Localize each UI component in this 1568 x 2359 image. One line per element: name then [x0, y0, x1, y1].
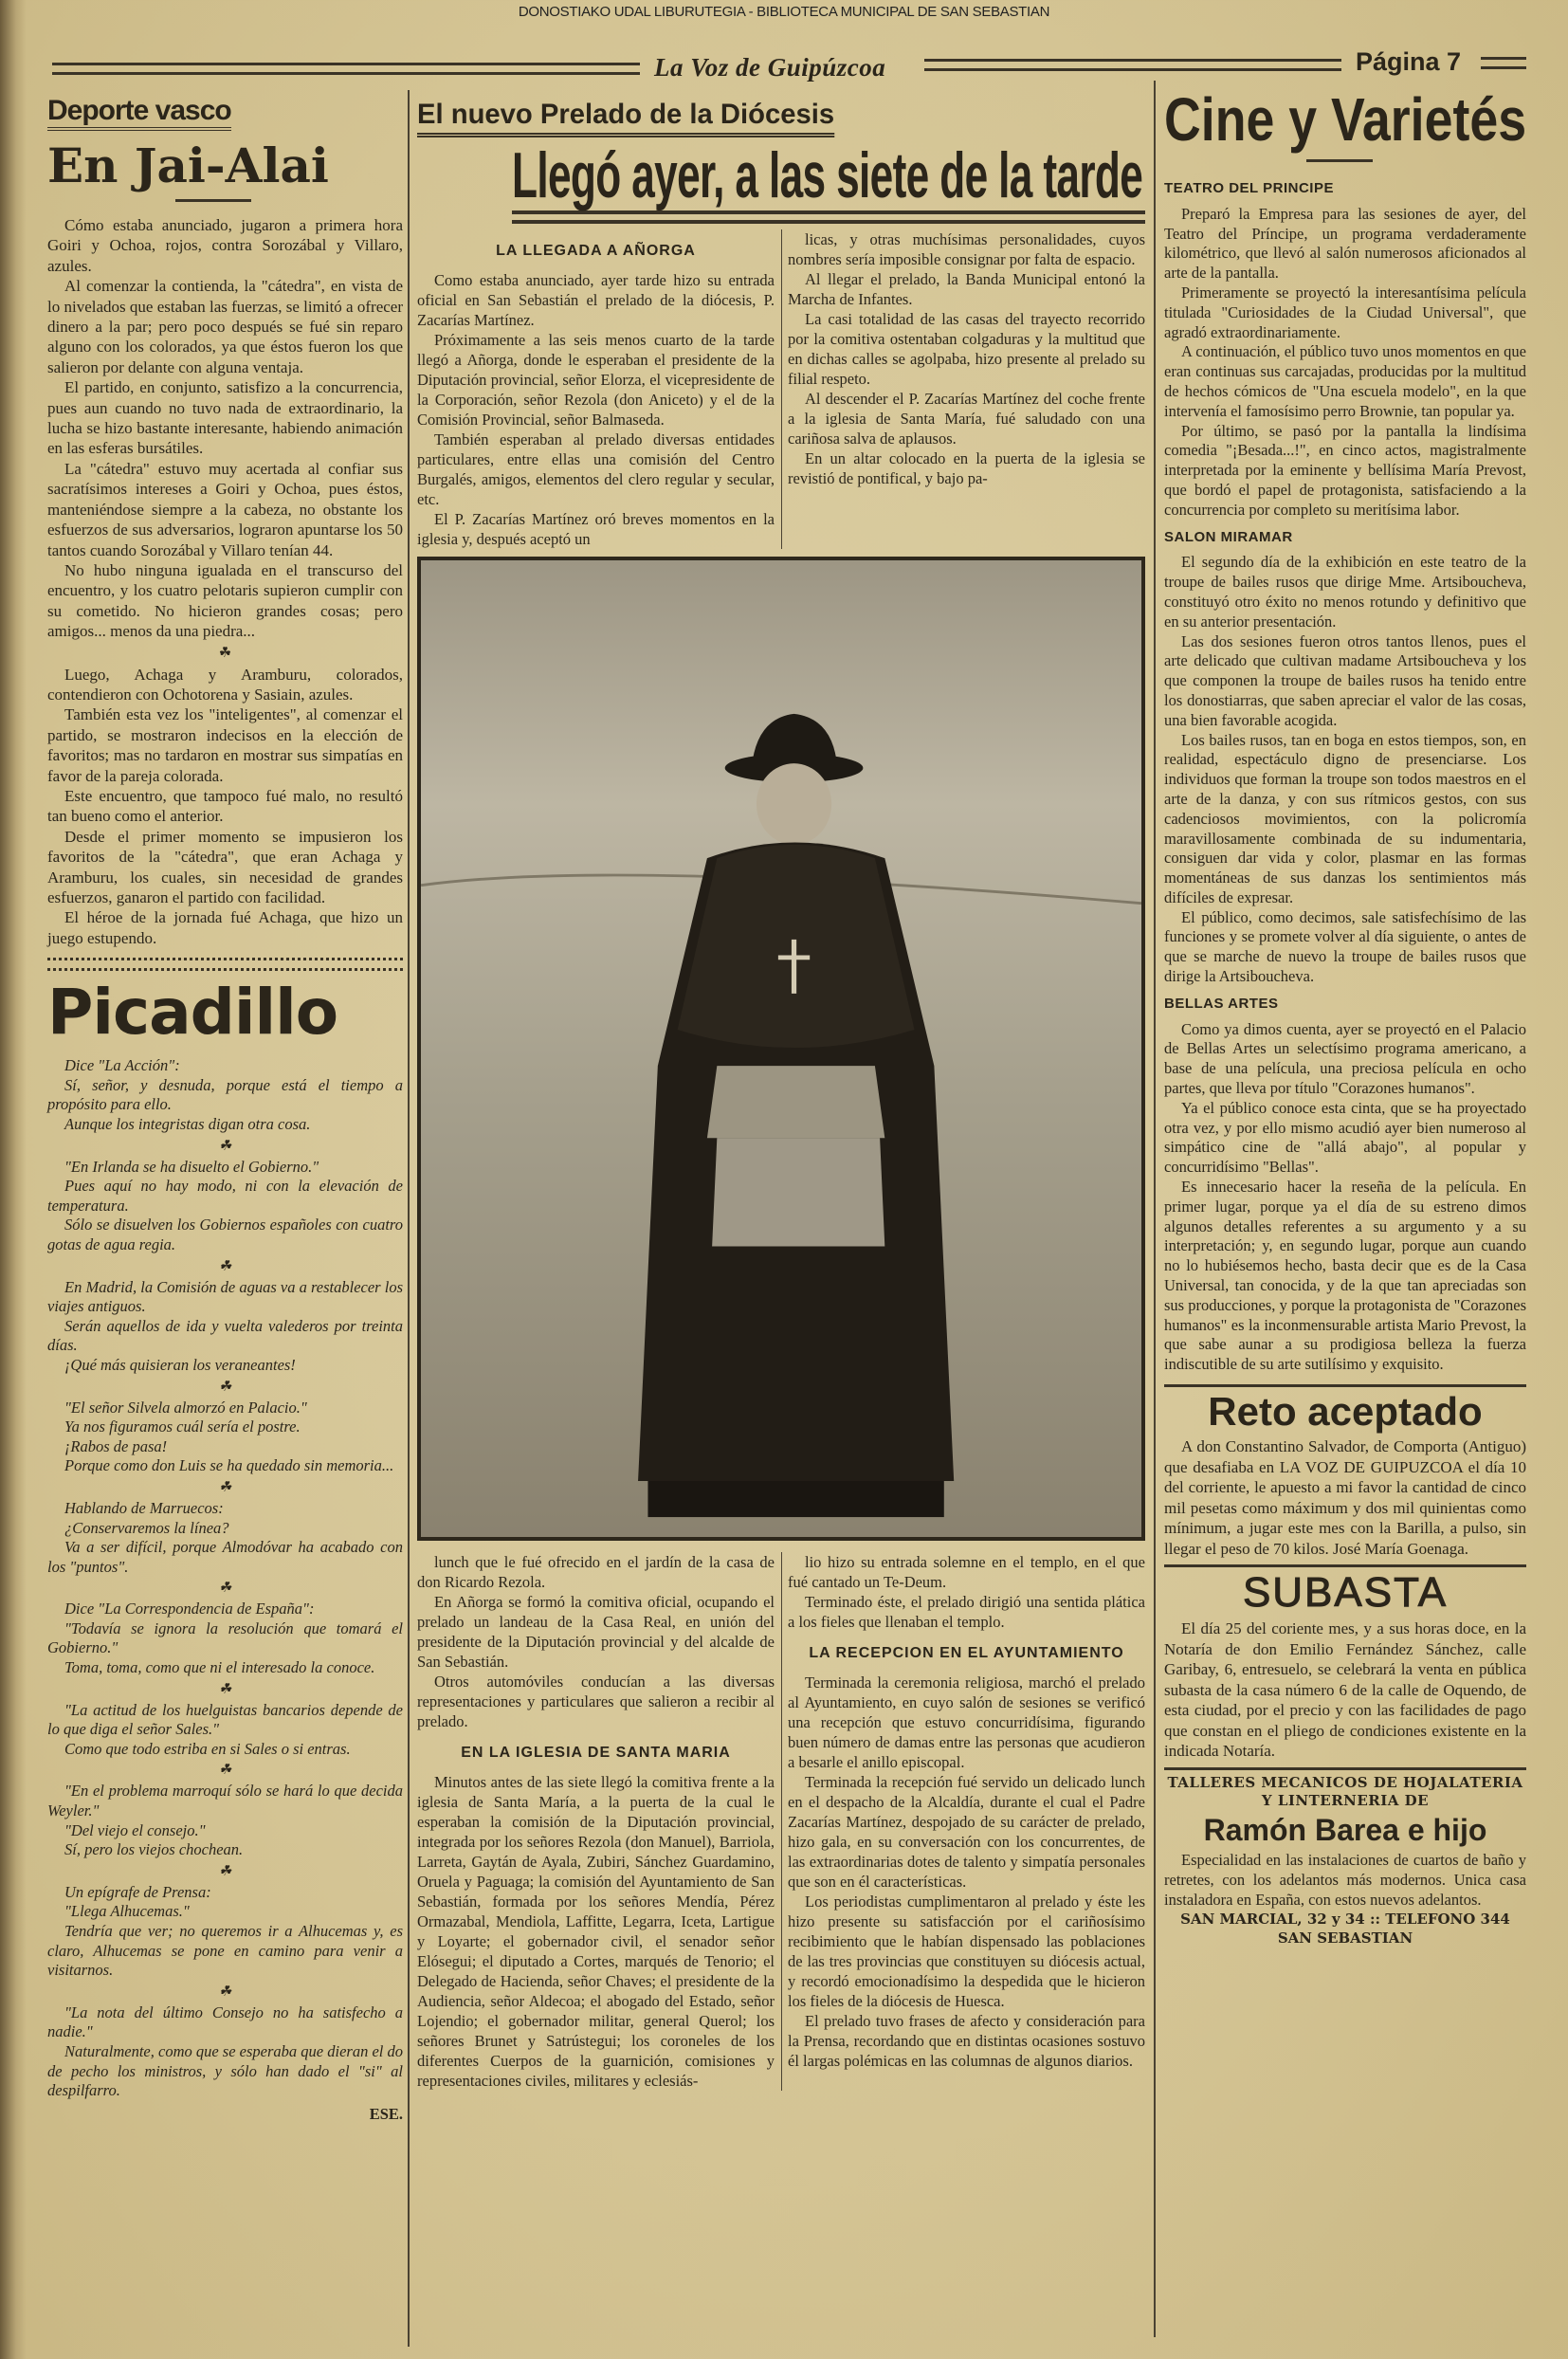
picadillo-body [47, 1056, 403, 2124]
paragraph: lio hizo su entrada solemne en el templo, en el que fué cantado un Te-Deum. [788, 1553, 1145, 1591]
paragraph: Los bailes rusos, tan en boga en estos tiempos, son, en realidad, espectáculo digno de presenciarse. Los individuos que forman la troupe son todos maestros en el arte de la danza, y con sus rítmicos gestos, con sus cadenciosos movimientos, con la policromía maravillosamente combinada de su indumentaria, consiguen dar vida y color, plasmar en las formas momentáneas de sus danzas los sentimientos más difíciles de expresar. [1164, 730, 1526, 906]
ornament-icon: ☘ [218, 1581, 232, 1597]
column-divider [1154, 81, 1156, 2337]
picadillo-line: Como que todo estriba en si Sales o si entras. [64, 1739, 351, 1758]
paragraph: Al llegar el prelado, la Banda Municipal entonó la Marcha de Infantes. [788, 270, 1145, 308]
divider [1164, 1767, 1526, 1770]
picadillo-line: "La nota del último Consejo no ha satisfecho a nadie." [47, 2002, 403, 2041]
signature: ESE. [369, 2104, 403, 2123]
picadillo-line: Sí, señor, y desnuda, porque está el tiempo a propósito para ello. [47, 1075, 403, 1114]
paragraph: Luego, Achaga y Aramburu, colorados, contendieron con Ochotorena y Sasiain, azules. [47, 665, 403, 704]
picadillo-line: Hablando de Marruecos: [64, 1498, 224, 1517]
section-title-prelado: El nuevo Prelado de la Diócesis [417, 99, 834, 137]
paragraph: licas, y otras muchísimas personalidades, cuyos nombres sería imposible consignar por falta de espacio. [788, 230, 1145, 268]
picadillo-line: ¡Qué más quisieran los veraneantes! [64, 1355, 296, 1374]
paragraph: Como estaba anunciado, ayer tarde hizo su entrada oficial en San Sebastián el prelado de la diócesis, P. Zacarías Martínez. [417, 271, 775, 329]
ornament-icon: ☘ [218, 1379, 232, 1395]
paragraph: Terminada la ceremonia religiosa, marchó el prelado al Ayuntamiento, en cuyo salón de sesiones se verificó una recepción que estuvo concurridísima, figurando buen número de damas entre las personas que acudieron a besarle el anillo episcopal. [788, 1673, 1145, 1771]
paragraph: El héroe de la jornada fué Achaga, que hizo un juego estupendo. [47, 908, 403, 947]
left-column [47, 95, 403, 2124]
middle-column [417, 99, 1145, 2091]
subheading: SALON MIRAMAR [1164, 528, 1293, 545]
paragraph: Terminada la recepción fué servido un delicado lunch en el despacho de la Alcaldía, durante el cual el Padre Zacarías Martínez, despojado de su carácter de prelado, hizo gala, en su conversación con los concurrentes, de las extraordinarias dotes de talento y simpatía personales que son en él características. [788, 1773, 1145, 1891]
article-column [417, 1552, 775, 2091]
paragraph: Cómo estaba anunciado, jugaron a primera hora Goiri y Ochoa, rojos, contra Sorozábal y Villaro, azules. [47, 216, 403, 275]
picadillo-line: En Madrid, la Comisión de aguas va a restablecer los viajes antiguos. [47, 1277, 403, 1316]
bishop-portrait-image [421, 560, 1141, 1537]
ad-title-barea: Ramón Barea e hijo [1203, 1812, 1487, 1847]
ad-barea-city: SAN SEBASTIAN [1277, 1929, 1413, 1947]
picadillo-item [47, 1782, 403, 1859]
picadillo-line: Dice "La Correspondencia de España": [64, 1600, 315, 1618]
paragraph: Es innecesario hacer la reseña de la película. En primer lugar, porque ya el día de su estreno dimos algunos detalles referentes a su argumento y a su interpretación; y, en segundo lugar, porque aun cuando no lo hubiésemos hecho, basta decir que es de la Casa Universal, tan conocida, y de la que tan apreciadas son sus producciones, y porque la protagonista de "Corazones humanos" es la inconmensurable artista Mario Prevost, la que sabe aunar a su prodigiosa belleza la fuerza indiscutible de su arte sutilísimo y exquisito. [1164, 1178, 1526, 1374]
paragraph: En un altar colocado en la puerta de la iglesia se revistió de pontifical, y bajo pa- [788, 449, 1145, 487]
right-column [1164, 83, 1526, 1948]
picadillo-line: Aunque los integristas digan otra cosa. [64, 1115, 311, 1133]
ornament-icon: ☘ [218, 1138, 232, 1154]
paragraph: A continuación, el público tuvo unos momentos en que eran continuas sus carcajadas, producidas por la multitud de hechos cómicos de "Una escuela modelo", en la que intervenía el famosísimo perro Brownie, tan popular ya. [1164, 342, 1526, 420]
paragraph: El P. Zacarías Martínez oró breves momentos en la iglesia y, después aceptó un [417, 510, 775, 548]
paragraph: Otros automóviles conducían a las diversas representaciones y particulares que salieron a recibir al prelado. [417, 1673, 775, 1730]
subheading: LA RECEPCION EN EL AYUNTAMIENTO [809, 1645, 1124, 1661]
subheading: BELLAS ARTES [1164, 995, 1279, 1012]
paragraph: Preparó la Empresa para las sesiones de ayer, del Teatro del Príncipe, un programa verdaderamente kilométrico, que llevó al salón numerosos aficionados al arte de la pantalla. [1164, 204, 1526, 283]
article-body-jai-alai [47, 215, 403, 948]
ad-reto-body [1164, 1436, 1526, 1559]
picadillo-line: ¿Conservaremos la línea? [64, 1518, 229, 1537]
paragraph: Desde el primer momento se impusieron los favoritos de la "cátedra", que eran Achaga y Aramburu, los cuales, sin necesidad de grandes esfuerzos, ganaron el partido con facilidad. [47, 827, 403, 906]
ornament-icon: ☘ [218, 1763, 232, 1779]
paragraph: Próximamente a las seis menos cuarto de la tarde llegó a Añorga, donde le esperaban el presidente de la Diputación provincial, señor Elorza, el vicepresidente de la Corporación, señor Rezola (don Aniceto) y el de la Comisión Provincial, señor Balmaseda. [417, 331, 775, 429]
newspaper-title: La Voz de Guipúzcoa [654, 53, 886, 82]
double-rule [512, 210, 1145, 224]
ornament-icon: ☘ [218, 1479, 232, 1495]
paragraph: Terminado éste, el prelado dirigió una sentida plática a los fieles que llenaban el templo. [788, 1593, 1145, 1631]
picadillo-line: Dice "La Acción": [64, 1056, 180, 1075]
paragraph: Al descender el P. Zacarías Martínez del coche frente a la iglesia de Santa María, fué saludado con una cariñosa salva de aplausos. [788, 390, 1145, 448]
paragraph: Al comenzar la contienda, la "cátedra", en vista de lo nivelados que estaban las fuerzas, se limitó a ofrecer dinero a la par; pero poco después se fué sin reparo alguno con los colorados, ya que éstos fueron los que salieron por delante con alguna ventaja. [47, 277, 403, 376]
binding-edge [0, 0, 27, 2359]
library-label: DONOSTIAKO UDAL LIBURUTEGIA - BIBLIOTECA MUNICIPAL DE SAN SEBASTIAN [518, 4, 1050, 20]
ad-subasta-body [1164, 1618, 1526, 1762]
paragraph: El prelado tuvo frases de afecto y consideración para la Prensa, recordando que en distintas ocasiones sostuvo él largas polémicas en las columnas de algunos diarios. [788, 2012, 1145, 2070]
picadillo-item [47, 1278, 403, 1376]
picadillo-line: Toma, toma, como que ni el interesado la conoce. [64, 1658, 375, 1677]
picadillo-line: Naturalmente, como que se esperaba que dieran el do de pecho los ministros, y sólo han dado el "si" al despilfarro. [47, 2041, 403, 2100]
picadillo-item [47, 1600, 403, 1677]
picadillo-line: "El señor Silvela almorzó en Palacio." [64, 1398, 307, 1417]
ad-barea-address: SAN MARCIAL, 32 y 34 :: TELEFONO 344 [1180, 1910, 1510, 1928]
article-title-jai-alai: En Jai-Alai [47, 137, 329, 193]
paragraph: Como ya dimos cuenta, ayer se proyectó en el Palacio de Bellas Artes un selectísimo programa americano, a base de una película, una preciosa película en ocho partes, que lleva por título "Corazones humanos". [1164, 1019, 1526, 1098]
ornament-icon: ☘ [218, 1258, 232, 1274]
section-title-picadillo: Picadillo [47, 976, 338, 1050]
picadillo-item [47, 1158, 403, 1255]
cine-body [1164, 172, 1526, 1375]
ornament-icon: ☘ [218, 1984, 232, 2000]
paragraph: El público, como decimos, sale satisfechísimo de las funciones y se promete volver al día siguiente, o antes de que se marche de nuevo la troupe de bailes rusos que dirige la Artsiboucheva. [1164, 907, 1526, 986]
picadillo-item [47, 2003, 403, 2101]
ornament-icon: ☘ [218, 1863, 232, 1879]
section-title-cine: Cine y Varietés [1164, 85, 1527, 154]
photo-bishop [417, 557, 1145, 1541]
section-title-deporte: Deporte vasco [47, 95, 231, 131]
ad-title-reto: Reto aceptado [1208, 1389, 1483, 1435]
picadillo-line: Un epígrafe de Prensa: [64, 1882, 211, 1901]
picadillo-line: Serán aquellos de ida y vuelta valederos por treinta días. [47, 1316, 403, 1355]
paragraph: También esta vez los "inteligentes", al comenzar el partido, se mostraron indecisos en la elección de favoritos; mas no tardaron en mostrar sus simpatías en favor de la pareja colorada. [47, 705, 403, 785]
divider [1306, 159, 1373, 162]
paragraph: No hubo ninguna igualada en el transcurso del encuentro, y los cuatro pelotaris supieron cumplir con su cometido. No hicieron grandes cosas; pero amigos... menos da una piedra... [47, 560, 403, 641]
paragraph: Ya el público conoce esta cinta, que se ha proyectado otra vez, y por ello mismo acudió ayer bien numeroso al simpático cine de "allá abajo", al popular y concurridísimo "Bellas". [1164, 1098, 1526, 1177]
ad-barea-line2: Y LINTERNERIA DE [1261, 1791, 1430, 1809]
picadillo-line: "La actitud de los huelguistas bancarios depende de lo que diga el señor Sales." [47, 1700, 403, 1739]
paragraph: Los periodistas cumplimentaron al prelado y éste les hizo presente su satisfacción por el cariñosísimo recibimiento que le habían dispensado las poblaciones de las tres provincias que constituyen su diócesis actual, y recordó emocionadísimo la despedida que le hicieron los fieles de la diócesis de Huesca. [788, 1893, 1145, 2010]
ornament-icon: ☘ [218, 645, 232, 661]
article-column [788, 1552, 1145, 2091]
picadillo-line: Sólo se disuelven los Gobiernos españoles con cuatro gotas de agua regia. [47, 1216, 403, 1253]
ad-text: El día 25 del coriente mes, y a sus horas doce, en la Notaría de don Emilio Fernández Sánchez, calle Garibay, 6, entresuelo, se celebrará la venta en pública subasta de la casa número 6 de la calle de Oquendo, de esta ciudad, por el precio y con las facilidades de pago que constan en el pliego de condiciones existente en la indicada Notaría. [1164, 1619, 1526, 1761]
paragraph: Este encuentro, que tampoco fué malo, no resultó tan bueno como el anterior. [47, 786, 403, 826]
page-number: Página 7 [1356, 47, 1462, 76]
picadillo-item [47, 1701, 403, 1760]
divider [175, 199, 251, 202]
paragraph: lunch que le fué ofrecido en el jardín de la casa de don Ricardo Rezola. [417, 1553, 775, 1591]
article-column [417, 229, 775, 549]
paragraph: Las dos sesiones fueron otros tantos llenos, pues el arte delicado que cultivan madame Artsiboucheva y los que componen la troupe de bailes rusos ha tenido entre los donostiarras, que saben apreciar el valor de las cosas, una bien favorable acogida. [1164, 631, 1526, 729]
picadillo-line: "Llega Alhucemas." [64, 1902, 190, 1921]
picadillo-line: Tendría que ver; no queremos ir a Alhucemas y, es claro, Alhucemas se pone en camino para venir a visitarnos. [47, 1922, 403, 1980]
picadillo-item [47, 1883, 403, 1981]
ad-barea-body [1164, 1850, 1526, 1910]
picadillo-line: Ya nos figuramos cuál sería el postre. [64, 1417, 301, 1436]
ad-barea-line1: TALLERES MECANICOS DE HOJALATERIA [1167, 1773, 1523, 1791]
picadillo-line: "En Irlanda se ha disuelto el Gobierno." [64, 1157, 319, 1176]
picadillo-line: Pues aquí no hay modo, ni con la elevación de temperatura. [47, 1177, 403, 1215]
picadillo-line: Va a ser difícil, porque Almodóvar ha acabado con los "puntos". [47, 1538, 403, 1576]
article-column [788, 229, 1145, 549]
paragraph: El segundo día de la exhibición en este teatro de la troupe de bailes rusos que dirige Mme. Artsiboucheva, constituyó otro éxito no menos rotundo y definitivo que en su anterior presentación. [1164, 553, 1526, 631]
masthead-rule-left [52, 63, 640, 75]
paragraph: La "cátedra" estuvo muy acertada al confiar sus sacratísimos intereses a Goiri y Ochoa, pues éstos, manteniéndose siempre a la cabeza, no obstante los esfuerzos de sus adversarios, lograron apuntarse los 50 tantos cuando Sorozábal y Villaro tenían 44. [47, 459, 403, 559]
paragraph: En Añorga se formó la comitiva oficial, ocupando el prelado un landeau de la Casa Real, en unión del presidente de la Diputación provincial y del alcalde de San Sebastián. [417, 1593, 775, 1671]
column-divider [408, 90, 410, 2347]
article-title-prelado: Llegó ayer, a las siete de la tarde [512, 139, 1143, 211]
ad-text: Especialidad en las instalaciones de cuartos de baño y retretes, con los adelantos más modernos. Unica casa instaladora en España, con estos nuevos adelantos. [1164, 1850, 1526, 1909]
paragraph: También esperaban al prelado diversas entidades particulares, entre ellas una comisión del Centro Burgalés, amigos, elementos del clero regular y secular, etc. [417, 430, 775, 508]
picadillo-line: "Todavía se ignora la resolución que tomará el Gobierno." [47, 1618, 403, 1657]
subheading: TEATRO DEL PRINCIPE [1164, 180, 1334, 196]
ad-text: A don Constantino Salvador, de Comporta (Antiguo) que desafiaba en LA VOZ DE GUIPUZCOA el día 10 del corriente, le apuesto a mi favor la cantidad de cinco mil pesetas como máximum y dos mil quinientas como mínimum, a jugar este mes con la Barilla, a pulso, sin llegar el peso de 70 kilos. José María Goenaga. [1164, 1437, 1526, 1558]
picadillo-line: ¡Rabos de pasa! [64, 1436, 168, 1455]
ad-title-subasta: SUBASTA [1242, 1569, 1449, 1617]
paragraph: La casi totalidad de las casas del trayecto recorrido por la comitiva ostentaban colgaduras y la multitud que en dichas calles se agolpaba, hizo presente al prelado su filial respeto. [788, 310, 1145, 388]
subheading: EN LA IGLESIA DE SANTA MARIA [461, 1745, 731, 1761]
picadillo-line: "En el problema marroquí sólo se hará lo que decida Weyler." [47, 1782, 403, 1820]
masthead-rule-end [1481, 57, 1526, 69]
paragraph: Minutos antes de las siete llegó la comitiva frente a la iglesia de Santa María, a la puerta de la cual le esperaban la comisión de la Diputación provincial, integrada por los señores Rezola (don Manuel), Barriola, Larreta, Gaytán de Ayala, Zubiri, Sánchez Guardamino, Oruela y Paguaga; la comisión del Ayuntamiento de San Sebastián, formada por los señores Mendía, Pérez Ormazabal, Mendiola, Laffitte, Legarra, Iceta, Lartigue y Loyarte; el gobernador civil, el senador señor Elósegui; el diputado a Cortes, marqués de Tenorio; el Delegado de Hacienda, señor Chaves; el presidente de la Audiencia, señor Aldecoa; el abogado del Estado, señor Lojendio; el gobernador militar, general Querol; los señores Brunet y Satrústegui; los coroneles de los diferentes Cuerpos de la guarnición, comisiones y representaciones civiles, militares y eclesiás- [417, 1773, 775, 2090]
paragraph: Por último, se pasó por la pantalla la lindísima comedia "¡Besada...!", en cinco actos, magistralmente interpretada por la eminente y bellísima María Prevost, que bordó el papel de protagonista, satisfaciendo a la concurrencia por completo su meritísima labor. [1164, 421, 1526, 519]
ornament-icon: ☘ [218, 1681, 232, 1697]
picadillo-line: "Del viejo el consejo." [64, 1820, 206, 1839]
picadillo-item [47, 1056, 403, 1134]
picadillo-line: Sí, pero los viejos chochean. [64, 1840, 244, 1859]
paragraph: El partido, en conjunto, satisfizo a la concurrencia, pues aun cuando no tuvo nada de extraordinario, la lucha se hizo bastante interesante, habiendo animación en las esferas bursátiles. [47, 378, 403, 458]
paragraph: Primeramente se proyectó la interesantísima película titulada "Curiosidades de la Ciudad Universal", que agradó extraordinariamente. [1164, 283, 1526, 341]
subheading: LA LLEGADA A AÑORGA [496, 243, 696, 259]
wavy-rule [47, 958, 403, 971]
picadillo-item [47, 1399, 403, 1476]
picadillo-line: Porque como don Luis se ha quedado sin memoria... [64, 1456, 394, 1475]
masthead-rule-right [924, 59, 1341, 71]
picadillo-item [47, 1499, 403, 1577]
